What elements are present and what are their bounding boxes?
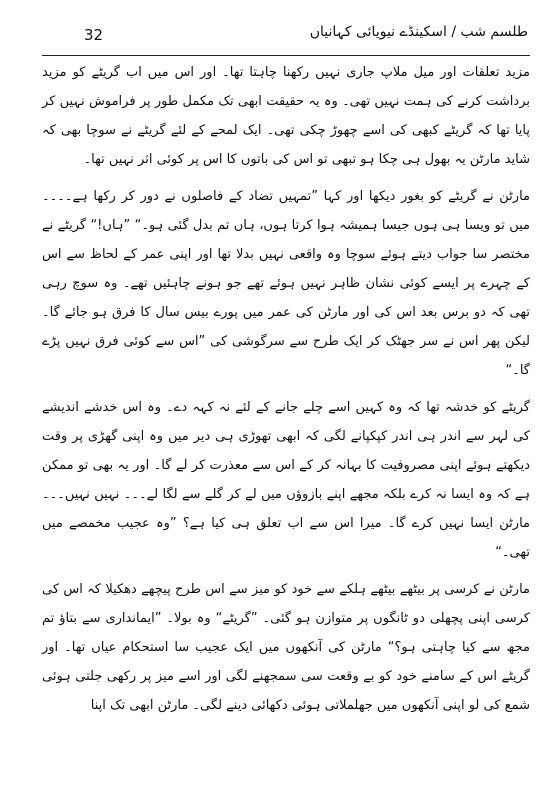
body-text (42, 58, 530, 720)
page-number: 32 (84, 26, 104, 44)
page-header (42, 24, 530, 56)
paragraph-3: گریٹے کو خدشہ تھا کہ وہ کہیں اسے چلے جانے کے لئے نہ کہہ دے۔ وہ اس خدشے اندیشے کی لہر سے اندر ہی اندر کپکپانے لگی کہ ابھی تھوڑی ہی دیر میں وہ اپنی گھڑی پر وقت دیکھتے ہوئے اپنی مصروفیت کا بہانہ کر کے اس سے معذرت کر لے گا۔ اور یہ بھی تو ممکن ہے کہ وہ ایسا نہ کرے بلکہ مجھے اپنے بازوؤں میں لے کر گلے سے لگا لے۔۔۔ نہیں نہیں۔۔۔ مارٹن ایسا نہیں کرے گا۔ میرا اس سے اب تعلق ہی کیا ہے؟ ”وہ عجیب مخمصے میں تھی۔“ (42, 400, 530, 560)
header-rule (42, 55, 530, 56)
paragraph-4: مارٹن نے کرسی پر بیٹھے بیٹھے ہلکے سے خود کو میز سے اس طرح پیچھے دھکیلا کہ اس کی کرسی اپنی پچھلی دو ٹانگوں پر متوازن ہو گئی۔ ”گریٹے“ وہ بولا۔ ”ایمانداری سے بتاؤ تم مجھ سے کیا چاہتی ہو؟“ مارٹن کی آنکھوں میں ایک عجیب سا استحکام عیاں تھا۔ اور گریٹے اس کے سامنے خود کو بے وقعت سی سمجھنے لگی اور اسے میز پر رکھی جلتی ہوئی شمع کی لو اپنی آنکھوں میں جھلملاتی ہوئی دکھائی دینے لگی۔ مارٹن ابھی تک اپنا (42, 582, 530, 713)
paragraph-2: مارٹن نے گریٹے کو بغور دیکھا اور کہا ”تمہیں تضاد کے فاصلوں نے دور کر رکھا ہے۔۔۔۔ میں تو ویسا ہی ہوں جیسا ہمیشہ ہوا کرتا ہوں، ہاں تم بدل گئی ہو۔“ ”ہاں!“ گریٹے نے مختصر سا جواب دیتے ہوئے سوچا وہ واقعی نہیں بدلا تھا اور اپنی عمر کے لحاظ سے اس کے چہرے پر ایسے کوئی نشان ظاہر نہیں ہوئے تھے جو ہونے چاہئیں تھے۔ وہ سوچ رہی تھی کہ دو برس بعد اس کی اور مارٹن کی عمر میں پورے بیس سال کا فرق ہو جائے گا۔ لیکن پھر اس نے سر جھٹک کر ایک طرح سے سرگوشی کی ”اس سے کوئی فرق نہیں پڑے گا۔“ (42, 189, 530, 378)
paragraph-1: مزید تعلقات اور میل ملاپ جاری نہیں رکھنا چاہتا تھا۔ اور اس میں اب گریٹے کو مزید برداشت کرنے کی ہمت نہیں تھی۔ وہ یہ حقیقت ابھی تک مکمل طور پر فراموش نہیں کر پایا تھا کہ گریٹے کبھی کی اسے چھوڑ چکی تھی۔ ایک لمحے کے لئے گریٹے نے سوچا بھی کہ شاید مارٹن یہ بھول ہی چکا ہو تبھی تو اس کی باتوں کا اس پر کوئی اثر نہیں تھا۔ (42, 65, 530, 167)
running-title: طلسم شب / اسکینڈے نیویائی کہانیاں (309, 24, 528, 40)
